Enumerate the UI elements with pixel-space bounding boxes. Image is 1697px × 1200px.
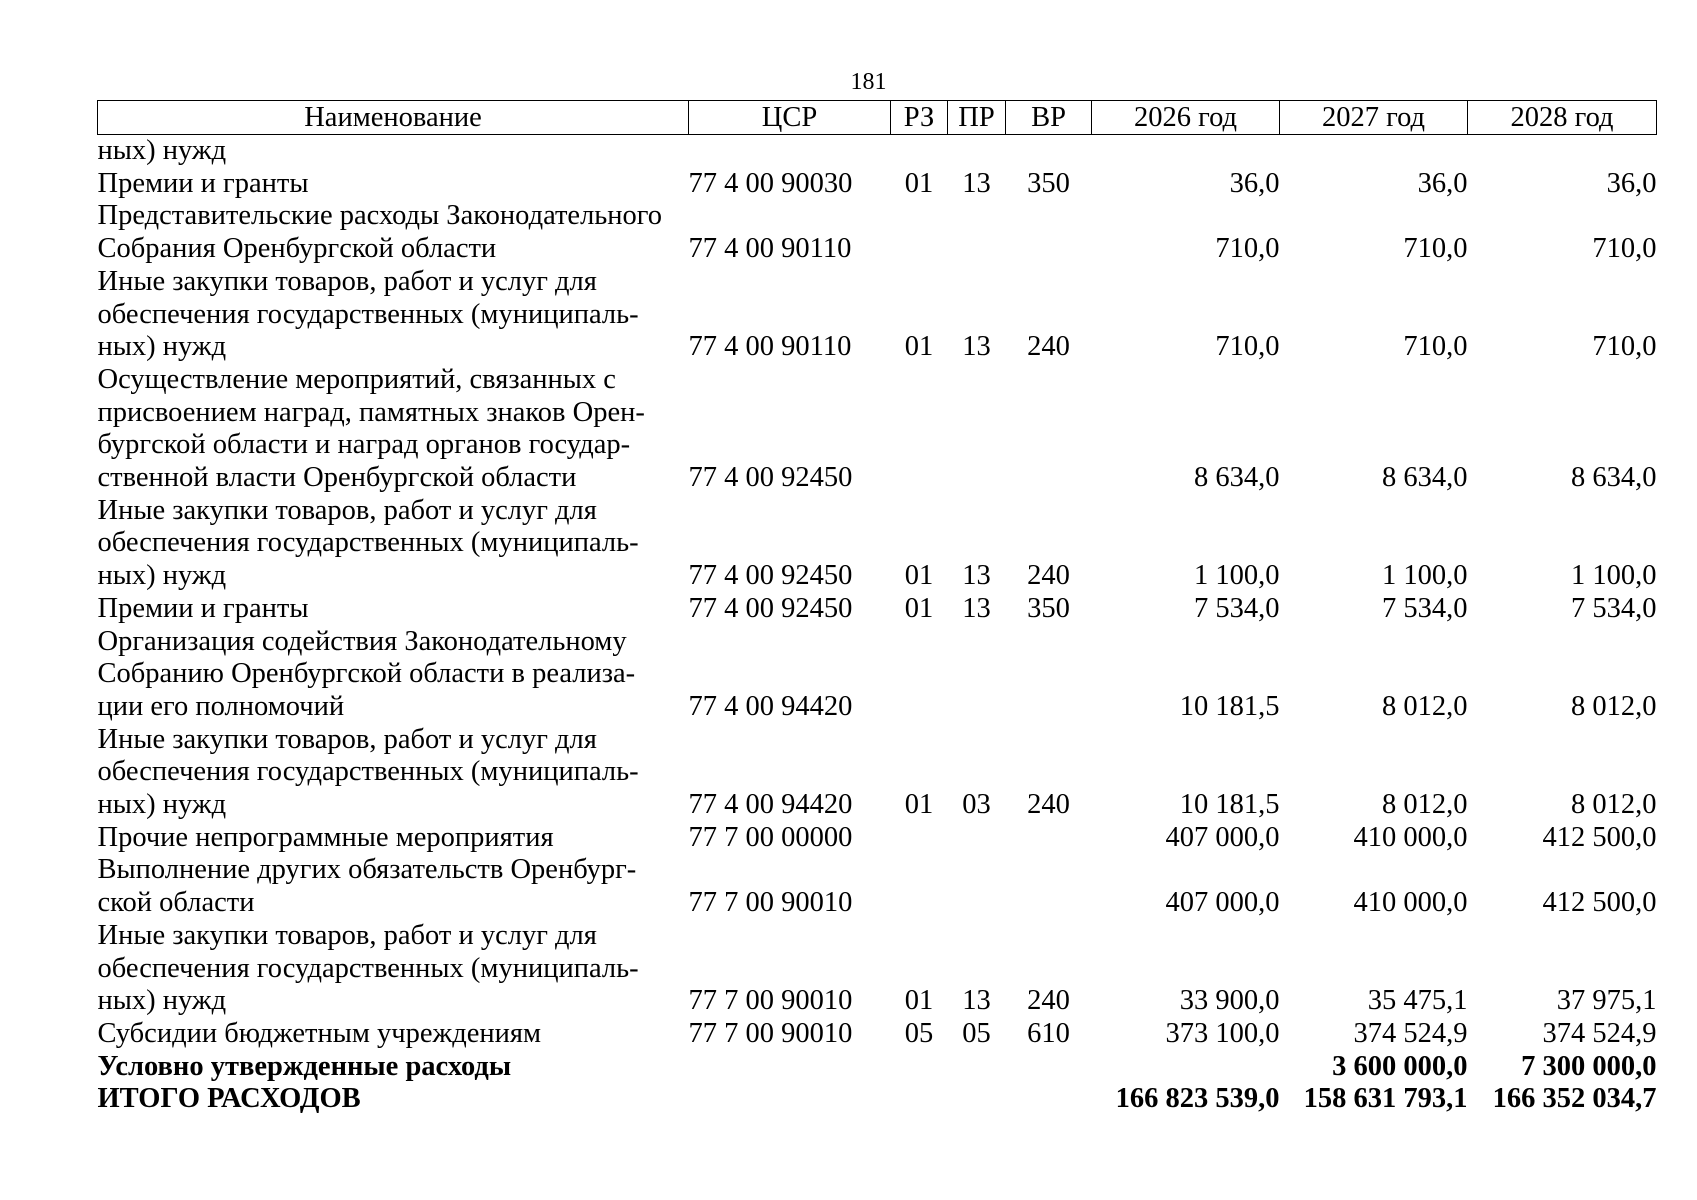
row-rz	[891, 854, 948, 919]
row-name-line: ных) нужд	[97, 135, 227, 166]
row-vr: 350	[1027, 167, 1070, 199]
row-amount-2028: 710,0	[1592, 331, 1657, 363]
row-amount-2026: 710,0	[1215, 233, 1280, 265]
row-amount-2028: 7 534,0	[1571, 592, 1657, 624]
row-csr: 77 4 00 92450	[688, 462, 853, 494]
row-amount-2028: 37 975,1	[1556, 985, 1657, 1017]
row-rz	[891, 135, 948, 168]
row-name	[98, 1051, 689, 1084]
row-rz: 01	[904, 167, 934, 199]
row-csr	[689, 1083, 891, 1116]
table-row	[98, 854, 1657, 919]
row-name-line: ской области	[97, 887, 255, 919]
row-csr: 77 4 00 94420	[688, 690, 853, 722]
row-rz: 01	[904, 789, 934, 821]
row-amount-2028: 8 012,0	[1571, 789, 1657, 821]
row-amount-2026: 166 823 539,0	[1115, 1083, 1280, 1115]
row-pr	[948, 854, 1006, 919]
row-name-line: Выполнение других обязательств Оренбург-	[97, 854, 637, 886]
row-name-line: ИТОГО РАСХОДОВ	[97, 1083, 361, 1115]
row-name	[98, 1018, 689, 1051]
row-name-line: ных) нужд	[97, 985, 227, 1017]
row-name-line: Собрания Оренбургской области	[97, 233, 497, 265]
row-amount-2028: 8 012,0	[1571, 690, 1657, 722]
row-name	[98, 920, 689, 1018]
row-pr: 03	[962, 789, 991, 821]
row-rz	[891, 822, 948, 855]
row-amount-2027: 7 534,0	[1382, 592, 1468, 624]
row-name-line: Представительские расходы Законодательного	[97, 200, 663, 232]
row-pr	[948, 626, 1006, 724]
row-amount-2026: 710,0	[1215, 331, 1280, 363]
header-row	[98, 101, 1657, 135]
table-row	[98, 920, 1657, 1018]
row-amount-2027: 710,0	[1403, 331, 1468, 363]
row-name-line: обеспечения государственных (муниципаль-	[97, 527, 639, 559]
row-rz: 01	[904, 331, 934, 363]
row-vr	[1006, 1051, 1092, 1084]
row-amount-2026: 407 000,0	[1165, 887, 1280, 919]
row-vr	[1006, 135, 1092, 168]
row-amount-2027: 3 600 000,0	[1332, 1050, 1468, 1082]
row-csr: 77 7 00 90010	[688, 1017, 853, 1049]
row-name	[98, 822, 689, 855]
table-row	[98, 495, 1657, 593]
row-pr	[948, 1083, 1006, 1116]
row-pr	[948, 822, 1006, 855]
row-csr	[689, 1051, 891, 1084]
row-csr: 77 4 00 90110	[688, 331, 852, 363]
table-row	[98, 1083, 1657, 1116]
row-amount-2028: 412 500,0	[1542, 887, 1657, 919]
header-rz: РЗ	[891, 101, 948, 135]
row-name	[98, 593, 689, 626]
row-name-line: присвоением наград, памятных знаков Орен-	[97, 396, 645, 428]
row-name-line: обеспечения государственных (муниципаль-	[97, 952, 639, 984]
row-rz	[891, 364, 948, 495]
row-name-line: Прочие непрограммные мероприятия	[97, 821, 554, 853]
row-name-line: Иные закупки товаров, работ и услуг для	[97, 265, 597, 297]
row-name-line: Субсидии бюджетным учреждениям	[97, 1017, 542, 1049]
table-row	[98, 1018, 1657, 1051]
row-name-line: Иные закупки товаров, работ и услуг для	[97, 919, 597, 951]
row-csr: 77 4 00 92450	[688, 592, 853, 624]
row-pr	[948, 135, 1006, 168]
row-pr: 13	[962, 331, 991, 363]
row-name	[98, 200, 689, 265]
header-vr: ВР	[1006, 101, 1092, 135]
row-rz: 01	[904, 592, 934, 624]
row-amount-2028	[1468, 135, 1657, 168]
row-amount-2027	[1280, 135, 1468, 168]
row-name-line: Премии и гранты	[97, 167, 309, 199]
table-row	[98, 626, 1657, 724]
table-row	[98, 724, 1657, 822]
row-amount-2026: 407 000,0	[1165, 821, 1280, 853]
row-amount-2028: 8 634,0	[1571, 462, 1657, 494]
row-amount-2028: 166 352 034,7	[1492, 1083, 1657, 1115]
row-amount-2026	[1092, 135, 1280, 168]
row-pr: 05	[962, 1017, 991, 1049]
row-name	[98, 168, 689, 201]
row-amount-2028: 710,0	[1592, 233, 1657, 265]
row-amount-2028: 7 300 000,0	[1521, 1050, 1657, 1082]
row-rz	[891, 200, 948, 265]
row-name-line: Иные закупки товаров, работ и услуг для	[97, 723, 597, 755]
row-vr: 240	[1027, 985, 1070, 1017]
row-amount-2027: 36,0	[1417, 167, 1468, 199]
row-name	[98, 364, 689, 495]
table-row	[98, 364, 1657, 495]
row-amount-2027: 8 012,0	[1382, 789, 1468, 821]
row-pr: 13	[962, 985, 991, 1017]
table-row	[98, 593, 1657, 626]
header-pr: ПР	[948, 101, 1006, 135]
row-name-line: Премии и гранты	[97, 592, 309, 624]
row-rz	[891, 1083, 948, 1116]
row-vr	[1006, 364, 1092, 495]
row-amount-2027: 374 524,9	[1353, 1017, 1468, 1049]
row-vr: 610	[1027, 1017, 1070, 1049]
row-pr: 13	[962, 592, 991, 624]
row-csr: 77 4 00 92450	[688, 560, 853, 592]
row-amount-2026: 1 100,0	[1194, 560, 1280, 592]
row-amount-2028: 374 524,9	[1542, 1017, 1657, 1049]
row-name-line: Условно утвержденные расходы	[97, 1050, 512, 1082]
row-amount-2026: 36,0	[1229, 167, 1280, 199]
row-pr: 13	[962, 560, 991, 592]
row-name-line: Иные закупки товаров, работ и услуг для	[97, 494, 597, 526]
row-amount-2026: 7 534,0	[1194, 592, 1280, 624]
row-vr: 240	[1027, 789, 1070, 821]
row-name-line: ных) нужд	[97, 789, 227, 821]
row-rz: 01	[904, 985, 934, 1017]
row-amount-2027: 1 100,0	[1382, 560, 1468, 592]
row-vr	[1006, 854, 1092, 919]
header-2026: 2026 год	[1092, 101, 1280, 135]
row-vr: 240	[1027, 331, 1070, 363]
table-row	[98, 168, 1657, 201]
row-csr: 77 7 00 90010	[688, 985, 853, 1017]
row-amount-2027: 410 000,0	[1353, 821, 1468, 853]
row-name	[98, 266, 689, 364]
row-pr	[948, 1051, 1006, 1084]
row-name	[98, 495, 689, 593]
row-name-line: обеспечения государственных (муниципаль-	[97, 298, 639, 330]
header-csr: ЦСР	[689, 101, 891, 135]
row-name-line: Осуществление мероприятий, связанных с	[97, 363, 616, 395]
row-amount-2027: 710,0	[1403, 233, 1468, 265]
row-vr	[1006, 1083, 1092, 1116]
header-2027: 2027 год	[1280, 101, 1468, 135]
table-row	[98, 135, 1657, 168]
row-rz	[891, 1051, 948, 1084]
row-csr: 77 4 00 90030	[688, 167, 853, 199]
row-name	[98, 626, 689, 724]
page-number: 181	[850, 69, 887, 95]
row-vr	[1006, 200, 1092, 265]
row-amount-2026: 33 900,0	[1179, 985, 1280, 1017]
row-name-line: Собранию Оренбургской области в реализа-	[97, 658, 636, 690]
row-name-line: ции его полномочий	[97, 690, 345, 722]
row-rz: 05	[904, 1017, 934, 1049]
row-pr: 13	[962, 167, 991, 199]
row-csr: 77 4 00 90110	[688, 233, 852, 265]
row-pr	[948, 364, 1006, 495]
row-vr: 240	[1027, 560, 1070, 592]
row-amount-2027: 8 012,0	[1382, 690, 1468, 722]
row-amount-2028: 412 500,0	[1542, 821, 1657, 853]
row-name	[98, 1083, 689, 1116]
row-pr	[948, 200, 1006, 265]
row-name-line: бургской области и наград органов государ-	[97, 429, 631, 461]
row-amount-2026	[1092, 1051, 1280, 1084]
row-name-line: ных) нужд	[97, 331, 227, 363]
row-amount-2027: 35 475,1	[1367, 985, 1468, 1017]
row-amount-2027: 8 634,0	[1382, 462, 1468, 494]
row-name-line: обеспечения государственных (муниципаль-	[97, 756, 639, 788]
row-name-line: ных) нужд	[97, 560, 227, 592]
row-rz	[891, 626, 948, 724]
row-vr: 350	[1027, 592, 1070, 624]
row-amount-2028: 1 100,0	[1571, 560, 1657, 592]
row-amount-2026: 8 634,0	[1194, 462, 1280, 494]
row-amount-2026: 10 181,5	[1179, 690, 1280, 722]
table-row	[98, 822, 1657, 855]
row-name	[98, 724, 689, 822]
row-csr	[689, 135, 891, 168]
table-row	[98, 200, 1657, 265]
header-name: Наименование	[98, 101, 689, 135]
header-2028: 2028 год	[1468, 101, 1657, 135]
row-rz: 01	[904, 560, 934, 592]
table-row	[98, 1051, 1657, 1084]
row-amount-2027: 158 631 793,1	[1303, 1083, 1468, 1115]
table-body	[98, 135, 1657, 1117]
row-amount-2028: 36,0	[1606, 167, 1657, 199]
row-vr	[1006, 626, 1092, 724]
budget-table	[97, 100, 1657, 1116]
row-name	[98, 135, 689, 168]
row-csr: 77 7 00 00000	[688, 821, 853, 853]
table-row	[98, 266, 1657, 364]
row-name	[98, 854, 689, 919]
row-amount-2026: 373 100,0	[1165, 1017, 1280, 1049]
row-name-line: ственной власти Оренбургской области	[97, 462, 577, 494]
row-amount-2027: 410 000,0	[1353, 887, 1468, 919]
row-vr	[1006, 822, 1092, 855]
row-csr: 77 4 00 94420	[688, 789, 853, 821]
row-name-line: Организация содействия Законодательному	[97, 625, 627, 657]
row-csr: 77 7 00 90010	[688, 887, 853, 919]
row-amount-2026: 10 181,5	[1179, 789, 1280, 821]
